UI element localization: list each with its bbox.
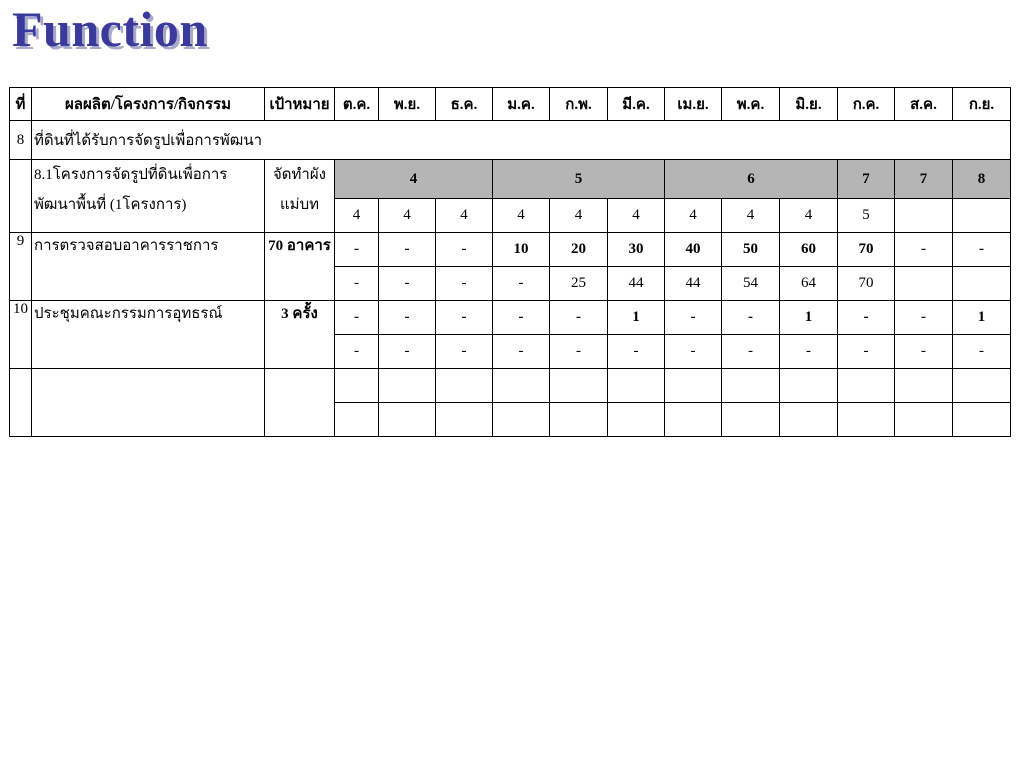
plan-group-cell: 7: [838, 160, 895, 199]
empty-cell: [780, 369, 838, 403]
table-row: [10, 160, 1011, 199]
actual-cell: 54: [722, 267, 780, 301]
actual-cell: -: [379, 267, 436, 301]
empty-cell: [436, 369, 493, 403]
plan-group-cell: 8: [953, 160, 1011, 199]
empty-cell: [895, 369, 953, 403]
actual-cell: 4: [608, 199, 665, 233]
row-no-empty: [10, 160, 32, 233]
plan-cell: -: [335, 233, 379, 267]
empty-cell: [780, 403, 838, 437]
plan-group-cell: 6: [665, 160, 838, 199]
empty-cell: [838, 369, 895, 403]
actual-cell: 4: [379, 199, 436, 233]
empty-cell: [608, 403, 665, 437]
empty-cell: [32, 369, 265, 437]
empty-cell: [953, 403, 1011, 437]
plan-cell: -: [436, 233, 493, 267]
plan-table: [9, 87, 1011, 437]
actual-cell: 44: [608, 267, 665, 301]
actual-cell: [953, 199, 1011, 233]
actual-cell: -: [379, 335, 436, 369]
page-title: Function: [12, 1, 208, 57]
plan-group-cell: 5: [493, 160, 665, 199]
plan-cell: -: [493, 301, 550, 335]
empty-cell: [550, 403, 608, 437]
plan-cell: -: [436, 301, 493, 335]
actual-cell: [895, 199, 953, 233]
header-month-feb: ก.พ.: [550, 88, 608, 121]
empty-cell: [722, 369, 780, 403]
actual-cell: -: [493, 335, 550, 369]
empty-cell: [665, 403, 722, 437]
empty-cell: [436, 403, 493, 437]
actual-cell: 4: [550, 199, 608, 233]
actual-cell: 4: [780, 199, 838, 233]
table-row: [10, 301, 1011, 335]
activity-name: การตรวจสอบอาคารราชการ: [32, 233, 265, 301]
section-title: ที่ดินที่ได้รับการจัดรูปเพื่อการพัฒนา: [32, 121, 1011, 160]
empty-row: [10, 369, 1011, 403]
actual-cell: 4: [436, 199, 493, 233]
plan-cell: 50: [722, 233, 780, 267]
plan-group-cell: 7: [895, 160, 953, 199]
empty-cell: [665, 369, 722, 403]
actual-cell: -: [838, 335, 895, 369]
plan-group-cell: 4: [335, 160, 493, 199]
actual-cell: -: [780, 335, 838, 369]
empty-cell: [838, 403, 895, 437]
table-row: [10, 233, 1011, 267]
header-month-oct: ต.ค.: [335, 88, 379, 121]
actual-cell: [895, 267, 953, 301]
plan-cell: 1: [953, 301, 1011, 335]
target-cell: 3 ครั้ง: [265, 301, 335, 369]
header-month-jan: ม.ค.: [493, 88, 550, 121]
plan-cell: 1: [608, 301, 665, 335]
empty-cell: [335, 403, 379, 437]
actual-cell: -: [665, 335, 722, 369]
empty-cell: [379, 403, 436, 437]
empty-cell: [335, 369, 379, 403]
header-month-jun: มิ.ย.: [780, 88, 838, 121]
header-month-sep: ก.ย.: [953, 88, 1011, 121]
header-month-dec: ธ.ค.: [436, 88, 493, 121]
plan-cell: 70: [838, 233, 895, 267]
plan-cell: 40: [665, 233, 722, 267]
empty-cell: [379, 369, 436, 403]
actual-cell: [953, 267, 1011, 301]
activity-name: ประชุมคณะกรรมการอุทธรณ์: [32, 301, 265, 369]
actual-cell: 64: [780, 267, 838, 301]
plan-cell: -: [379, 301, 436, 335]
actual-cell: 4: [493, 199, 550, 233]
actual-cell: 4: [335, 199, 379, 233]
empty-cell: [493, 369, 550, 403]
header-no: ที่: [10, 88, 32, 121]
target-cell: [265, 160, 335, 233]
header-row: [10, 88, 1011, 121]
section-row: [10, 121, 1011, 160]
header-month-aug: ส.ค.: [895, 88, 953, 121]
header-month-may: พ.ค.: [722, 88, 780, 121]
target-cell: 70 อาคาร: [265, 233, 335, 301]
plan-cell: 10: [493, 233, 550, 267]
plan-cell: -: [722, 301, 780, 335]
plan-cell: -: [335, 301, 379, 335]
empty-cell: [265, 369, 335, 437]
plan-cell: -: [665, 301, 722, 335]
header-activity: ผลผลิต/โครงการ/กิจกรรม: [32, 88, 265, 121]
actual-cell: -: [436, 267, 493, 301]
actual-cell: 5: [838, 199, 895, 233]
actual-cell: 44: [665, 267, 722, 301]
section-no: 8: [10, 121, 32, 160]
empty-cell: [895, 403, 953, 437]
target-line: จัดทำผัง: [273, 167, 326, 183]
actual-cell: -: [895, 335, 953, 369]
plan-cell: -: [895, 301, 953, 335]
actual-cell: -: [335, 335, 379, 369]
activity-name: [32, 160, 265, 233]
target-line: แม่บท: [280, 197, 319, 213]
actual-cell: -: [953, 335, 1011, 369]
actual-cell: -: [722, 335, 780, 369]
empty-cell: [722, 403, 780, 437]
activity-name-line: 8.1โครงการจัดรูปที่ดินเพื่อการ: [34, 167, 228, 183]
actual-cell: -: [608, 335, 665, 369]
empty-cell: [953, 369, 1011, 403]
header-month-jul: ก.ค.: [838, 88, 895, 121]
plan-cell: -: [838, 301, 895, 335]
empty-cell: [10, 369, 32, 437]
plan-cell: 20: [550, 233, 608, 267]
actual-cell: 4: [722, 199, 780, 233]
plan-cell: 1: [780, 301, 838, 335]
plan-cell: -: [379, 233, 436, 267]
actual-cell: 25: [550, 267, 608, 301]
actual-cell: -: [550, 335, 608, 369]
row-no: 9: [10, 233, 32, 301]
header-month-apr: เม.ย.: [665, 88, 722, 121]
header-target: เป้าหมาย: [265, 88, 335, 121]
plan-cell: -: [895, 233, 953, 267]
plan-cell: -: [550, 301, 608, 335]
empty-cell: [550, 369, 608, 403]
header-month-mar: มี.ค.: [608, 88, 665, 121]
row-no: 10: [10, 301, 32, 369]
actual-cell: -: [335, 267, 379, 301]
actual-cell: 70: [838, 267, 895, 301]
activity-name-line: พัฒนาพื้นที่ (1โครงการ): [34, 197, 187, 213]
actual-cell: -: [436, 335, 493, 369]
empty-cell: [493, 403, 550, 437]
plan-cell: 60: [780, 233, 838, 267]
actual-cell: -: [493, 267, 550, 301]
plan-cell: -: [953, 233, 1011, 267]
empty-cell: [608, 369, 665, 403]
actual-cell: 4: [665, 199, 722, 233]
plan-cell: 30: [608, 233, 665, 267]
header-month-nov: พ.ย.: [379, 88, 436, 121]
